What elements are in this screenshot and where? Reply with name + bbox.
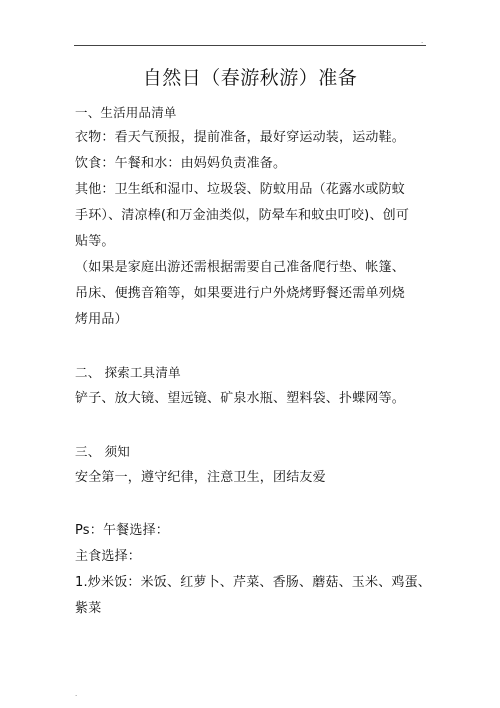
tools-line: 铲子、放大镜、望远镜、矿泉水瓶、塑料袋、扑蝶网等。 xyxy=(75,391,406,406)
staple-heading: 主食选择： xyxy=(75,549,142,564)
note-line-2: 吊床、便携音箱等，如果要进行户外烧烤野餐还需单列烧 xyxy=(75,286,406,301)
note-line-1: （如果是家庭出游还需根据需要自己准备爬行垫、帐篷、 xyxy=(75,260,406,275)
ps-label: Ps：午餐选择： xyxy=(75,523,169,538)
fried-rice-line-1: 1.炒米饭：米饭、红萝卜、芹菜、香肠、蘑菇、玉米、鸡蛋、 xyxy=(75,575,432,590)
food-line: 饮食：午餐和水：由妈妈负责准备。 xyxy=(75,156,287,171)
fried-rice-line-2: 紫菜 xyxy=(75,601,102,616)
section2-heading: 二、 探索工具清单 xyxy=(75,365,181,380)
section1-heading: 一、生活用品清单 xyxy=(75,105,177,120)
section3-heading: 三、 须知 xyxy=(75,444,130,459)
document-title: 自然日（春游秋游）准备 xyxy=(142,67,358,89)
rules-line: 安全第一，遵守纪律，注意卫生，团结友爱 xyxy=(75,470,326,485)
clothing-line: 衣物：看天气预报，提前准备，最好穿运动装，运动鞋。 xyxy=(75,130,406,145)
other-line-1: 其他：卫生纸和湿巾、垃圾袋、防蚊用品（花露水或防蚊 xyxy=(75,182,406,197)
other-line-2: 手环）、清凉棒(和万金油类似，防晕车和蚊虫叮咬)、创可 xyxy=(75,208,410,223)
header-rule xyxy=(74,45,426,46)
header-mark: . xyxy=(421,37,424,45)
footer-mark: . xyxy=(75,690,78,698)
note-line-3: 烤用品） xyxy=(75,312,128,327)
other-line-3: 贴等。 xyxy=(75,234,115,249)
